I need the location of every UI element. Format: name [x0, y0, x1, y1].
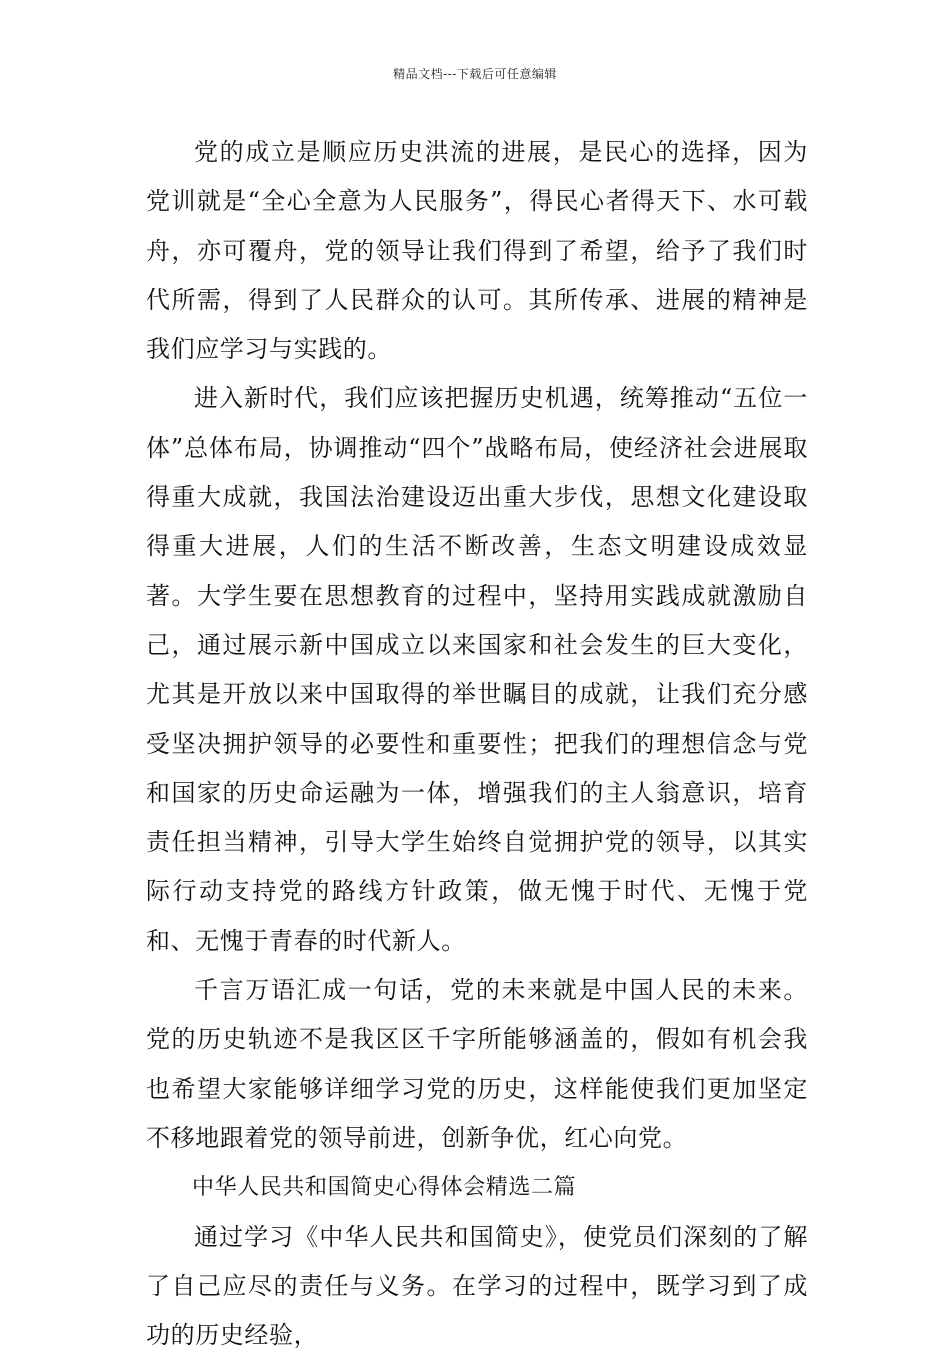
page-header: 精品文档---下载后可任意编辑 [393, 67, 557, 81]
document-body [146, 128, 808, 1360]
paragraph-party-founding: 党的成立是顺应历史洪流的进展，是民心的选择，因为党训就是“全心全意为人民服务”，得民心者得天下、水可载舟，亦可覆舟，党的领导让我们得到了希望，给予了我们时代所需，得到了人民群众的认可。其所传承、进展的精神是我们应学习与实践的。 [146, 138, 808, 364]
section-heading: 中华人民共和国简史心得体会精选二篇 [192, 1175, 577, 1201]
paragraph-conclusion: 千言万语汇成一句话，党的未来就是中国人民的未来。党的历史轨迹不是我区区千字所能够涵盖的，假如有机会我也希望大家能够详细学习党的历史，这样能使我们更加坚定不移地跟着党的领导前进，创新争优，红心向党。 [146, 976, 808, 1152]
paragraph-new-era: 进入新时代，我们应该把握历史机遇，统筹推动“五位一体”总体布局，协调推动“四个”战略布局，使经济社会进展取得重大成就，我国法治建设迈出重大步伐，思想文化建设取得重大进展，人们的生活不断改善，生态文明建设成效显著。大学生要在思想教育的过程中，坚持用实践成就激励自己，通过展示新中国成立以来国家和社会发生的巨大变化，尤其是开放以来中国取得的举世瞩目的成就，让我们充分感受坚决拥护领导的必要性和重要性；把我们的理想信念与党和国家的历史命运融为一体，增强我们的主人翁意识，培育责任担当精神，引导大学生始终自觉拥护党的领导，以其实际行动支持党的路线方针政策，做无愧于时代、无愧于党和、无愧于青春的时代新人。 [146, 384, 808, 955]
paragraph-study-history: 通过学习《中华人民共和国简史》，使党员们深刻的了解了自己应尽的责任与义务。在学习的过程中，既学习到了成功的历史经验， [146, 1222, 808, 1350]
